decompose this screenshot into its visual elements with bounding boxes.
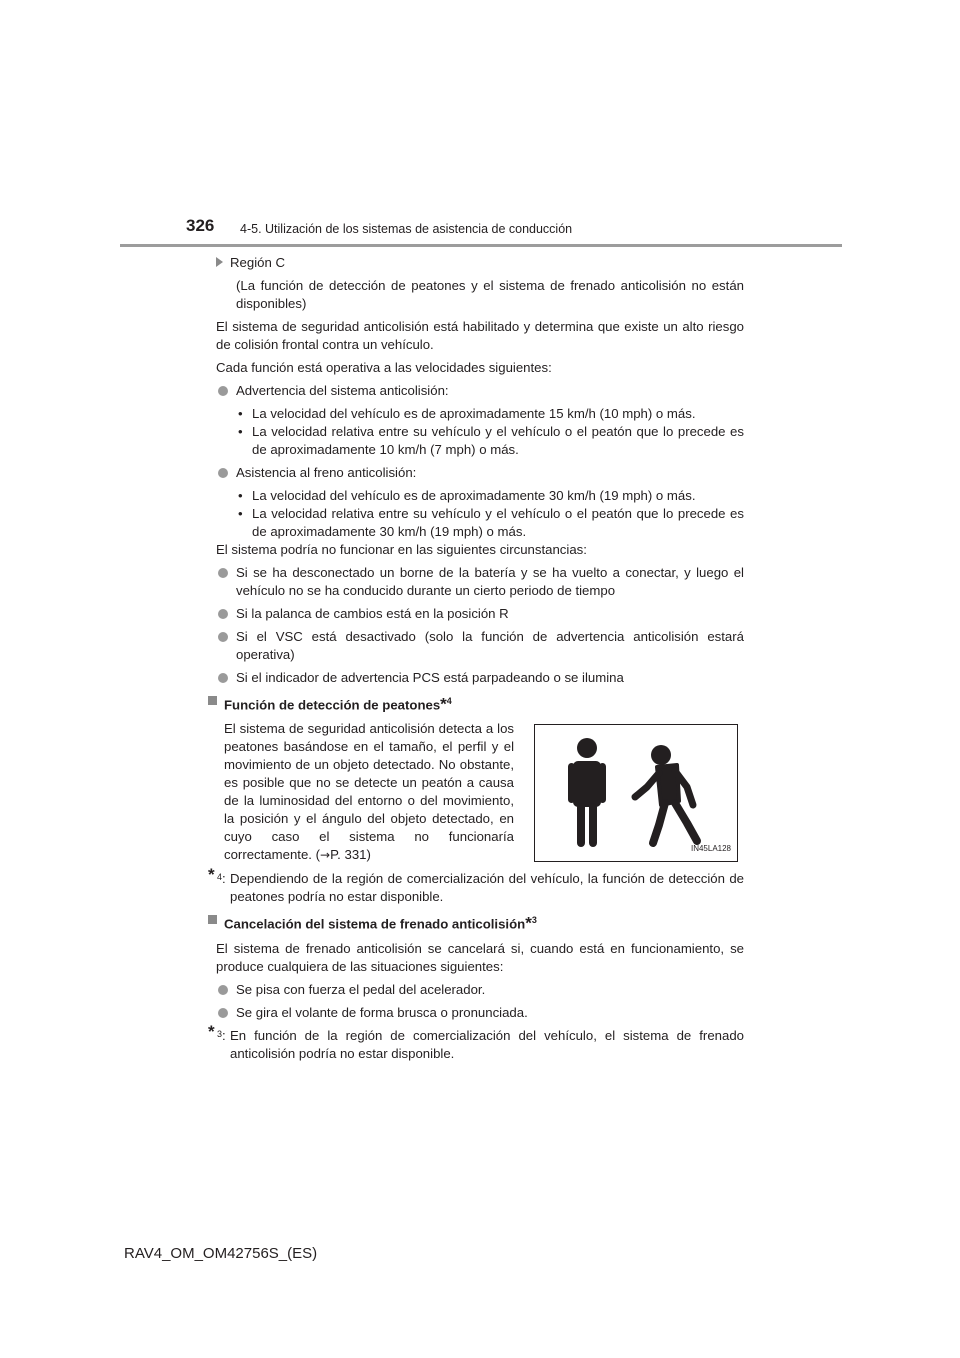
circle-bullet-icon [218,985,228,995]
circle-bullet-icon [218,386,228,396]
circle-bullet-icon [218,568,228,578]
circle-bullet-icon [218,468,228,478]
warning-bullet [216,382,744,400]
standing-person-icon [568,738,606,847]
circumstance-item: Si el indicador de advertencia PCS está parpadeando o se ilumina [216,669,744,687]
circle-bullet-icon [218,1008,228,1018]
region-c-label: Región C [230,255,285,270]
region-c-note: (La función de detección de peatones y el sistema de frenado anticolisión no están disponibles) [236,278,744,311]
cancel-heading: Cancelación del sistema de frenado anticolisión*$^3$ [208,911,744,933]
warning-item-text: La velocidad relativa entre su vehículo y el vehículo o el peatón que lo precede es de aproximadamente 10 km/h (7 mph) o más. [252,424,744,457]
brake-bullet [216,464,744,482]
pedestrian-text: El sistema de seguridad anticolisión detecta a los peatones basándose en el tamaño, el perfil y el movimiento de un objeto detectado. No obstante, es posible que no se detecte un peatón a causa de la luminosidad del entorno o del movimiento, la posición y el ángulo del objeto detectado, en cuyo caso el sistema no funcionaría correctamente. (→P. 331) [224,721,514,863]
pedestrian-figure [534,724,738,862]
document-id: RAV4_OM_OM42756S_(ES) [124,1245,318,1262]
brake-item-text: La velocidad del vehículo es de aproximadamente 30 km/h (19 mph) o más. [252,488,696,503]
page-number: 326 [186,216,215,235]
region-c-item [216,254,744,272]
pedestrian-heading: Función de detección de peatones*$^4$ [208,692,744,714]
arrow-icon: → [320,848,331,863]
brake-item-text: La velocidad relativa entre su vehículo y el vehículo o el peatón que lo precede es de aproximadamente 30 km/h (19 mph) o más. [252,506,744,539]
brake-item: • La velocidad relativa entre su vehículo y el vehículo o el peatón que lo precede es de aproximadamente 30 km/h (19 mph) o más. [238,506,744,539]
circumstance-item: Si la palanca de cambios está en la posición R [216,605,744,623]
footnote-4: * 4 : Dependiendo de la región de comercialización del vehículo, la función de detección de peatones podría no estar disponible. [208,865,744,905]
circle-bullet-icon [218,609,228,619]
pedestrian-section [216,720,744,864]
brake-item: • La velocidad del vehículo es de aproximadamente 30 km/h (19 mph) o más. [238,488,696,503]
footnote-3: * 3 : En función de la región de comercialización del vehículo, el sistema de frenado anticolisión podría no estar disponible. [208,1021,744,1061]
cancel-text: El sistema de frenado anticolisión se cancelará si, cuando está en funcionamiento, se produce cualquiera de las situaciones siguientes: [216,940,744,974]
brake-title: Asistencia al freno anticolisión: [236,465,417,480]
warning-item: • La velocidad del vehículo es de aproximadamente 15 km/h (10 mph) o más. [238,406,696,421]
circumstance-item: Si el VSC está desactivado (solo la función de advertencia anticolisión estará operativa) [216,628,744,664]
circle-bullet-icon [218,632,228,642]
circumstance-item: Si se ha desconectado un borne de la batería y se ha vuelto a conectar, y luego el vehículo no se ha conducido durante un cierto periodo de tiempo [216,564,744,600]
figure-code: IN45LA128 [690,844,731,854]
speeds-intro: Cada función está operativa a las velocidades siguientes: [216,360,552,375]
triangle-bullet-icon [216,257,223,267]
warning-title: Advertencia del sistema anticolisión: [236,383,449,398]
walking-person-icon [635,745,697,843]
cancel-item: Se pisa con fuerza el pedal del acelerador. [216,981,744,999]
cancel-item: Se gira el volante de forma brusca o pronunciada. [216,1004,744,1022]
circle-bullet-icon [218,673,228,683]
square-bullet-icon [208,696,217,705]
intro-paragraph: El sistema de seguridad anticolisión está habilitado y determina que existe un alto riesgo de colisión frontal contra un vehículo. [216,319,744,352]
warning-item-text: La velocidad del vehículo es de aproximadamente 15 km/h (10 mph) o más. [252,406,696,421]
page-content [208,254,744,1068]
warning-item: • La velocidad relativa entre su vehículo y el vehículo o el peatón que lo precede es de aproximadamente 10 km/h (7 mph) o más. [238,424,744,457]
header-rule [120,244,842,247]
section-title: 4-5. Utilización de los sistemas de asistencia de conducción [240,222,573,236]
circumstances-intro: El sistema podría no funcionar en las siguientes circunstancias: [216,542,587,557]
square-bullet-icon [208,915,217,924]
